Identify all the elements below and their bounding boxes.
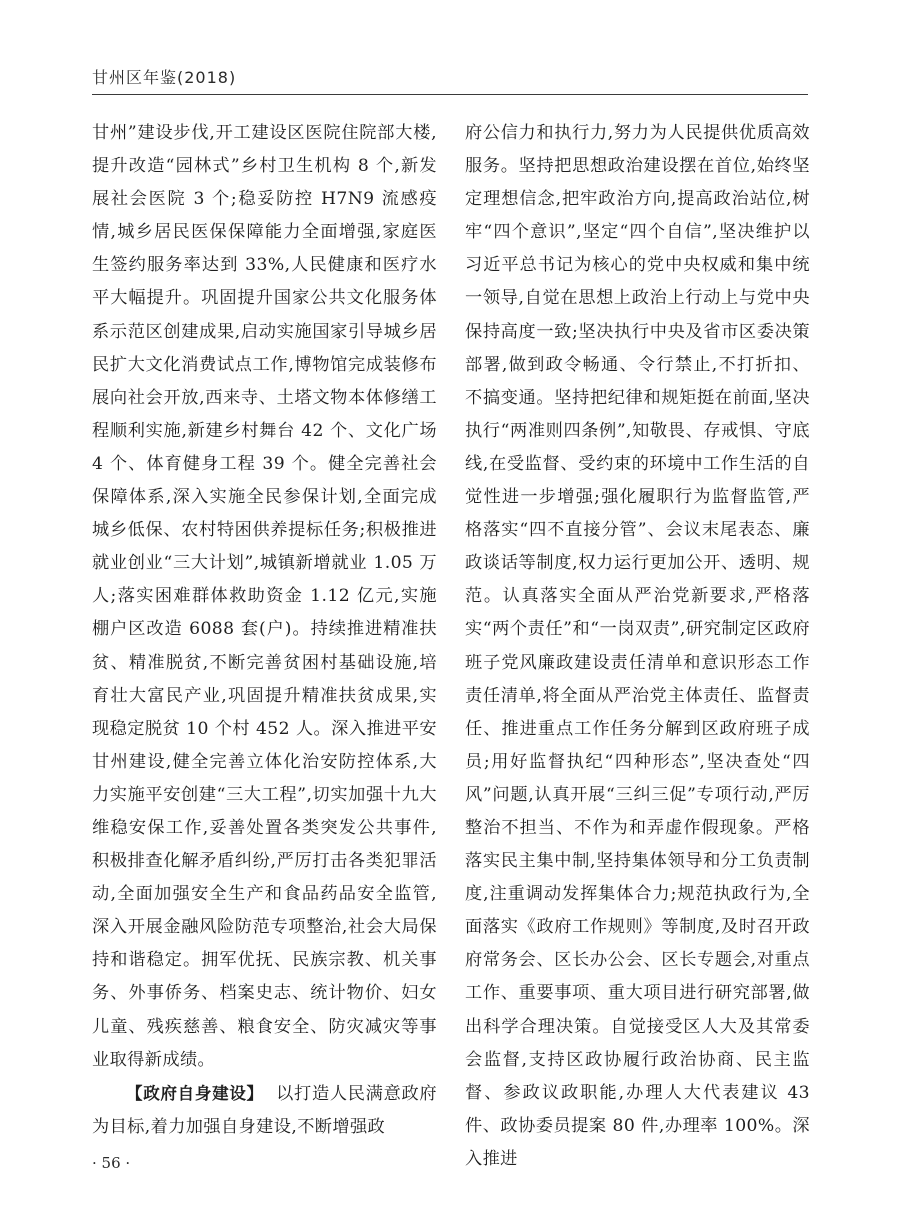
left-column — [92, 117, 437, 1144]
page-number: · 56 · — [92, 1154, 131, 1172]
paragraph-left-1: 甘州”建设步伐,开工建设区医院住院部大楼,提升改造“园林式”乡村卫生机构 8 个,新发展社会医院 3 个;稳妥防控 H7N9 流感疫情,城乡居民医保保障能力全面增强,家庭医生签约服务率达到 33%,人民健康和医疗水平大幅提升。巩固提升国家公共文化服务体系示范区创建成果,启动实施国家引导城乡居民扩大文化消费试点工作,博物馆完成装修布展向社会开放,西来寺、土塔文物本体修缮工程顺利实施,新建乡村舞台 42 个、文化广场 4 个、体育健身工程 39 个。健全完善社会保障体系,深入实施全民参保计划,全面完成城乡低保、农村特困供养提标任务;积极推进就业创业“三大计划”,城镇新增就业 1.05 万人;落实困难群体救助资金 1.12 亿元,实施棚户区改造 6088 套(户)。持续推进精准扶贫、精准脱贫,不断完善贫困村基础设施,培育壮大富民产业,巩固提升精准扶贫成果,实现稳定脱贫 10 个村 452 人。深入推进平安甘州建设,健全完善立体化治安防控体系,大力实施平安创建“三大工程”,切实加强十九大维稳安保工作,妥善处置各类突发公共事件,积极排查化解矛盾纠纷,严厉打击各类犯罪活动,全面加强安全生产和食品药品安全监管,深入开展金融风险防范专项整治,社会大局保持和谐稳定。拥军优抚、民族宗教、机关事务、外事侨务、档案史志、统计物价、妇女儿童、残疾慈善、粮食安全、防灾减灾等事业取得新成绩。 — [92, 123, 437, 1070]
header-rule — [92, 94, 808, 95]
right-column — [465, 117, 810, 1176]
running-header: 甘州区年鉴(2018) — [92, 68, 237, 87]
paragraph-left-2 — [92, 1077, 437, 1144]
paragraph-right-1: 府公信力和执行力,努力为人民提供优质高效服务。坚持把思想政治建设摆在首位,始终坚定理想信念,把牢政治方向,提高政治站位,树牢“四个意识”,坚定“四个自信”,坚决维护以习近平总书记为核心的党中央权威和集中统一领导,自觉在思想上政治上行动上与党中央保持高度一致;坚决执行中央及省市区委决策部署,做到政令畅通、令行禁止,不打折扣、不搞变通。坚持把纪律和规矩挺在前面,坚决执行“两准则四条例”,知敬畏、存戒惧、守底线,在受监督、受约束的环境中工作生活的自觉性进一步增强;强化履职行为监督监管,严格落实“四不直接分管”、会议末尾表态、廉政谈话等制度,权力运行更加公开、透明、规范。认真落实全面从严治党新要求,严格落实“两个责任”和“一岗双责”,研究制定区政府班子党风廉政建设责任清单和意识形态工作责任清单,将全面从严治党主体责任、监督责任、推进重点工作任务分解到区政府班子成员;用好监督执纪“四种形态”,坚决查处“四风”问题,认真开展“三纠三促”专项行动,严厉整治不担当、不作为和弄虚作假现象。严格落实民主集中制,坚持集体领导和分工负责制度,注重调动发挥集体合力;规范执政行为,全面落实《政府工作规则》等制度,及时召开政府常务会、区长办公会、区长专题会,对重点工作、重要事项、重大项目进行研究部署,做出科学合理决策。自觉接受区人大及其常委会监督,支持区政协履行政治协商、民主监督、参政议政职能,办理人大代表建议 43 件、政协委员提案 80 件,办理率 100%。深入推进 — [465, 123, 810, 1169]
section-subhead: 【政府自身建设】 — [126, 1083, 264, 1103]
paragraph-left-2-text: 以打造人民满意政府为目标,着力加强自身建设,不断增强政 — [92, 1083, 437, 1137]
